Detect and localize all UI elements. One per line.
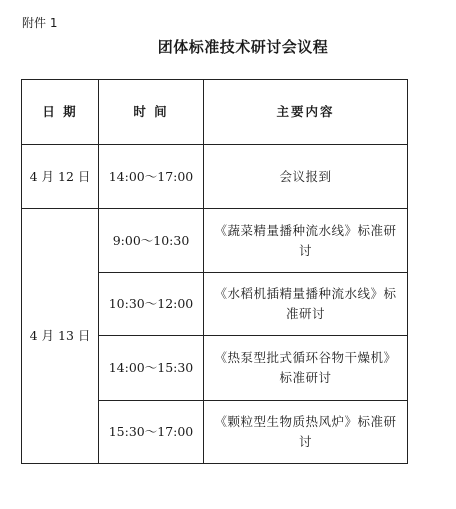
content-cell: 《水稻机插精量播种流水线》标准研讨 <box>204 273 408 336</box>
time-cell: 14:00～17:00 <box>99 145 204 209</box>
time-cell: 10:30～12:00 <box>99 273 204 336</box>
time-cell: 15:30～17:00 <box>99 401 204 464</box>
attachment-label: 附件 1 <box>22 16 58 30</box>
table-header-row <box>22 80 408 145</box>
time-cell: 14:00～15:30 <box>99 336 204 401</box>
header-content: 主要内容 <box>204 80 408 145</box>
date-cell: 4 月 12 日 <box>22 145 99 209</box>
document-title: 团体标准技术研讨会议程 <box>157 38 329 56</box>
agenda-table <box>21 79 408 464</box>
date-cell: 4 月 13 日 <box>22 209 99 464</box>
table-row <box>22 209 408 273</box>
header-date: 日 期 <box>22 80 99 145</box>
content-cell: 《颗粒型生物质热风炉》标准研讨 <box>204 401 408 464</box>
content-cell: 《蔬菜精量播种流水线》标准研讨 <box>204 209 408 273</box>
content-cell: 会议报到 <box>204 145 408 209</box>
header-time: 时 间 <box>99 80 204 145</box>
content-cell: 《热泵型批式循环谷物干燥机》标准研讨 <box>204 336 408 401</box>
time-cell: 9:00～10:30 <box>99 209 204 273</box>
table-row <box>22 145 408 209</box>
